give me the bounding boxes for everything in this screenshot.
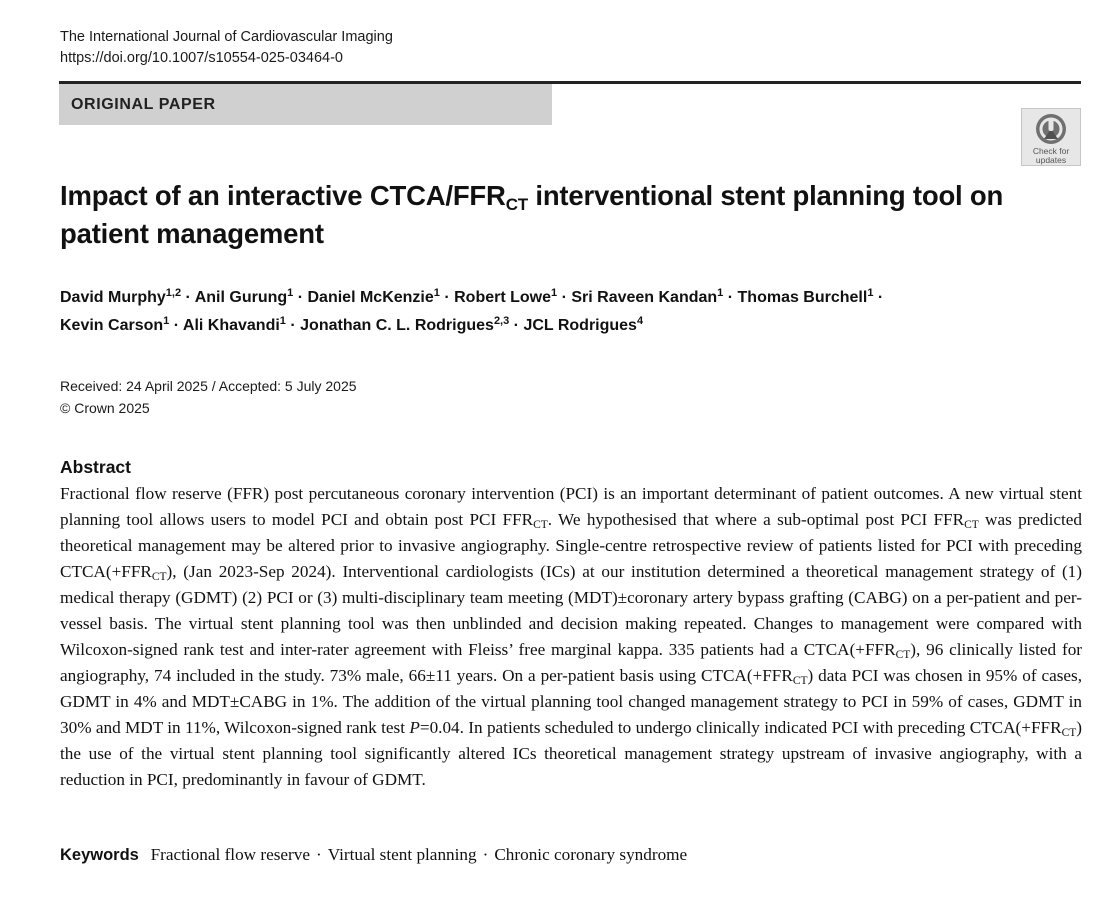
affiliation-marker: 1: [551, 287, 558, 299]
author-list: David Murphy$^{1,2}$ · Anil Gurung$^1$ · Daniel McKenzie$^1$ · Robert Lowe$^1$ · Sri Raveen Kandan$^1$ · Thomas Burchell$^1$ · Kevin Carson$^1$ · Ali Khavandi$^1$ · Jonathan C. L. Rodrigues$^{2,3}$ · JCL Rodrigues$^4$: [60, 287, 884, 334]
check-for-updates-button[interactable]: [1021, 108, 1081, 166]
author-name[interactable]: Jonathan C. L. Rodrigues$^{2,3}$: [300, 315, 510, 334]
affiliation-marker: 1: [287, 287, 294, 299]
author-name[interactable]: Thomas Burchell$^1$: [737, 287, 874, 306]
author-name[interactable]: Ali Khavandi$^1$: [182, 315, 286, 334]
affiliation-marker: 1: [717, 287, 724, 299]
affiliation-marker: 1: [163, 315, 170, 327]
author-name[interactable]: Robert Lowe$^1$: [454, 287, 558, 306]
check-for-updates-label: Check for updates: [1032, 146, 1070, 165]
keyword[interactable]: Virtual stent planning: [327, 845, 477, 864]
journal-info: [60, 27, 393, 69]
copyright-notice: © Crown 2025: [60, 400, 150, 416]
author-name[interactable]: Daniel McKenzie$^1$: [307, 287, 440, 306]
affiliation-marker: 1: [867, 287, 874, 299]
keyword[interactable]: Fractional flow reserve: [150, 845, 310, 864]
check-for-updates-icon: [1033, 112, 1069, 146]
keywords-label: Keywords: [60, 846, 139, 864]
affiliation-marker: 1,2: [165, 287, 182, 299]
author-name[interactable]: JCL Rodrigues$^4$: [523, 315, 644, 334]
affiliation-marker: 4: [636, 315, 644, 327]
journal-name: The International Journal of Cardiovascular Imaging: [60, 29, 393, 45]
article-type-badge: ORIGINAL PAPER: [59, 84, 552, 125]
doi-link[interactable]: https://doi.org/10.1007/s10554-025-03464-0: [60, 50, 343, 66]
abstract-heading: Abstract: [60, 457, 131, 477]
affiliation-marker: 1: [279, 315, 286, 327]
affiliation-marker: 1: [433, 287, 440, 299]
author-name[interactable]: Anil Gurung$^1$: [194, 287, 294, 306]
affiliation-marker: 2,3: [493, 315, 510, 327]
author-name[interactable]: David Murphy$^{1,2}$: [60, 287, 182, 306]
keywords-section: [60, 842, 687, 868]
publication-dates: [60, 375, 357, 419]
author-name[interactable]: Kevin Carson$^1$: [60, 315, 170, 334]
paper-title: Impact of an interactive CTCA/$FFR_{CT}$ interventional stent planning tool on patient management: [60, 180, 1004, 249]
abstract-text: Fractional flow reserve (FFR) post percutaneous coronary intervention (PCI) is an important determinant of patient outcomes. A new virtual stent planning tool allows users to model PCI and obtain post PCI $FFR_{CT}$. We hypothesised that where a sub-optimal post PCI $FFR_{CT}$ was predicted theoretical management may be altered prior to invasive angiography. Single-centre retrospective review of patients listed for PCI with preceding $CTCA(+FFR_{CT})$, (Jan 2023-Sep 2024). Interventional cardiologists (ICs) at our institution determined a theoretical management strategy of (1) medical therapy (GDMT) (2) PCI or (3) multi-disciplinary team meeting (MDT)±coronary artery bypass grafting (CABG) on a per-patient and per-vessel basis. The virtual stent planning tool was then unblinded and decision making repeated. Changes to management were compared with Wilcoxon-signed rank test and inter-rater agreement with Fleiss’ free marginal kappa. 335 patients had a $CTCA(+FFR_{CT})$, 96 clinically listed for angiography, 74 included in the study. 73% male, 66±11 years. On a per-patient basis using $CTCA(+FFR_{CT})$ data PCI was chosen in 95% of cases, GDMT in 4% and MDT±CABG in 1%. The addition of the virtual planning tool changed management strategy to PCI in 59% of cases, GDMT in 30% and MDT in 11%, Wilcoxon-signed rank test P=0.04. In patients scheduled to undergo clinically indicated PCI with preceding $CTCA(+FFR_{CT})$ the use of the virtual stent planning tool significantly altered ICs theoretical management strategy upstream of invasive angiography, with a reduction in PCI, predominantly in favour of GDMT.: [60, 484, 1083, 789]
received-accepted-dates: Received: 24 April 2025 / Accepted: 5 July 2025: [60, 378, 357, 394]
keyword[interactable]: Chronic coronary syndrome: [494, 845, 688, 864]
keywords-list: Fractional flow reserve · Virtual stent planning · Chronic coronary syndrome: [150, 845, 688, 864]
author-name[interactable]: Sri Raveen Kandan$^1$: [571, 287, 724, 306]
